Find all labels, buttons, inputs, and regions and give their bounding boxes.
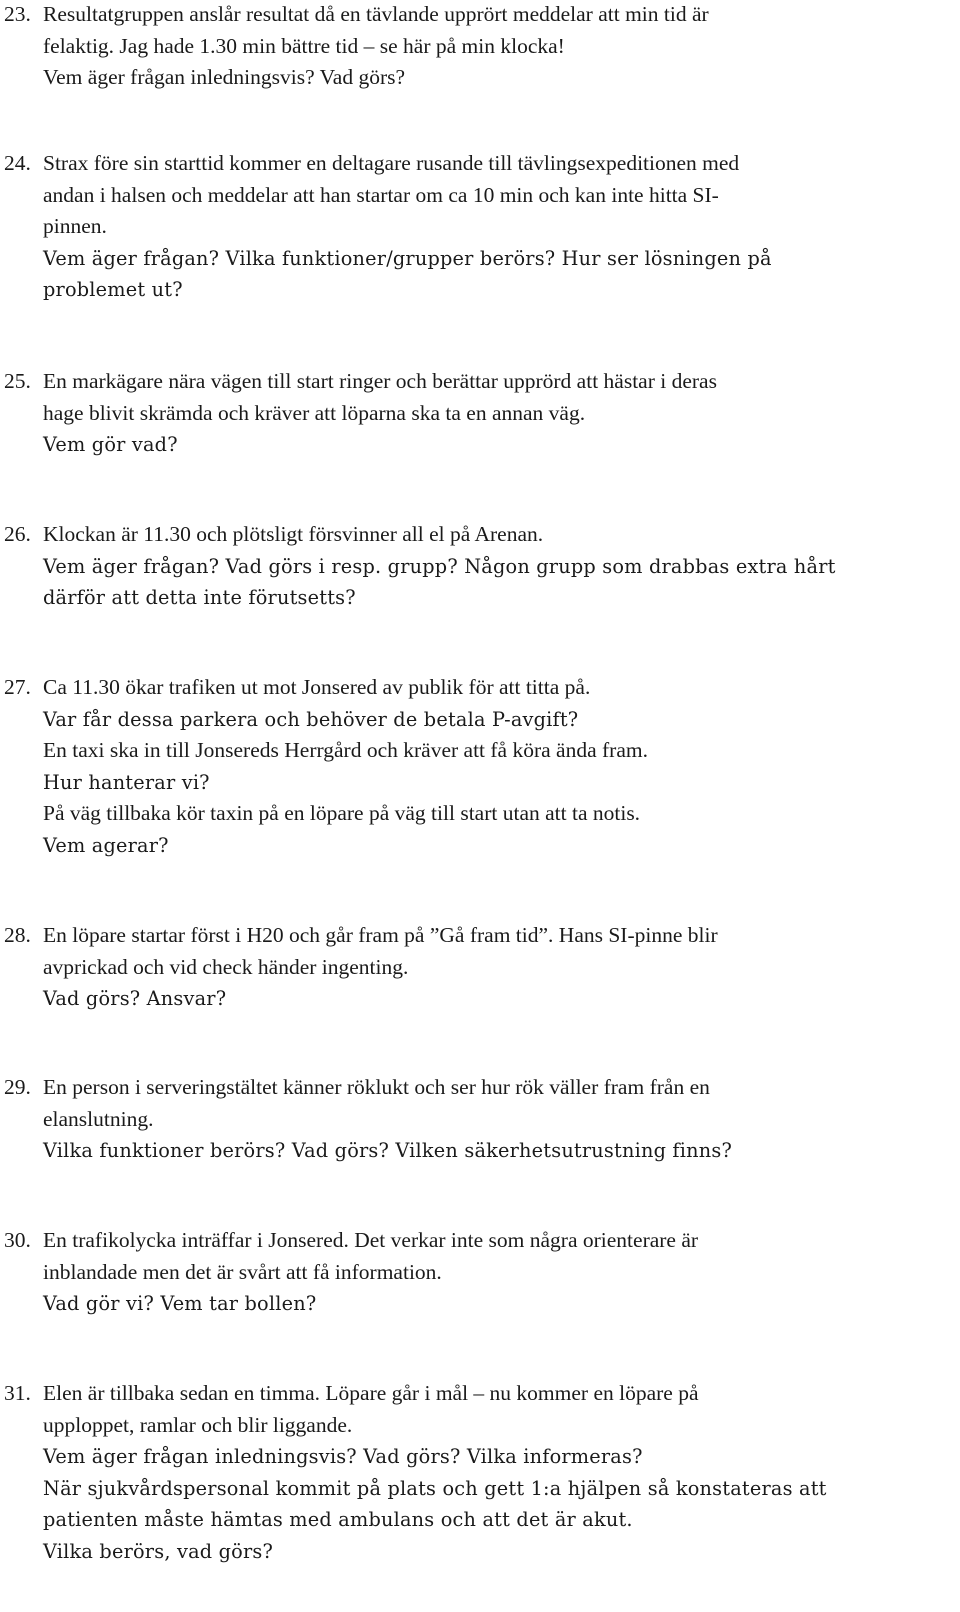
question-text: Elen är tillbaka sedan en timma. Löpare går i mål – nu kommer en löpare på bbox=[43, 1381, 699, 1405]
question-text: Ca 11.30 ökar trafiken ut mot Jonsered av publik för att titta på. bbox=[43, 675, 591, 699]
question-item-28 bbox=[0, 920, 940, 1015]
question-line bbox=[0, 704, 940, 736]
question-line bbox=[0, 1378, 940, 1410]
question-text: felaktig. Jag hade 1.30 min bättre tid – se här på min klocka! bbox=[43, 33, 565, 58]
question-line bbox=[0, 1504, 940, 1536]
question-item-30 bbox=[0, 1225, 940, 1320]
question-number: 27. bbox=[4, 675, 31, 699]
question-text: Vad gör vi? Vem tar bollen? bbox=[43, 1292, 317, 1316]
question-text: patienten måste hämtas med ambulans och att det är akut. bbox=[43, 1508, 633, 1532]
question-line bbox=[0, 366, 940, 398]
question-text: Hur hanterar vi? bbox=[43, 770, 210, 794]
question-number: 24. bbox=[4, 151, 31, 175]
question-text: Vilka funktioner berörs? Vad görs? Vilken säkerhetsutrustning finns? bbox=[43, 1139, 733, 1163]
question-line bbox=[0, 243, 940, 275]
question-text: hage blivit skrämda och kräver att löparna ska ta en annan väg. bbox=[43, 400, 586, 425]
question-text: Vem agerar? bbox=[43, 833, 169, 857]
question-text: upploppet, ramlar och blir liggande. bbox=[43, 1412, 353, 1437]
question-line bbox=[0, 274, 940, 306]
question-line bbox=[0, 551, 940, 583]
question-number: 31. bbox=[4, 1381, 31, 1405]
question-number: 28. bbox=[4, 923, 31, 947]
question-text: Vilka berörs, vad görs? bbox=[43, 1539, 274, 1563]
question-text: Resultatgruppen anslår resultat då en tävlande upprört meddelar att min tid är bbox=[43, 2, 709, 26]
question-text: En person i serveringstältet känner röklukt och ser hur rök väller fram från en bbox=[43, 1075, 710, 1099]
question-line bbox=[0, 1225, 940, 1257]
question-text: En markägare nära vägen till start ringer och berättar upprörd att hästar i deras bbox=[43, 369, 717, 393]
question-text: avprickad och vid check händer ingenting. bbox=[43, 954, 409, 979]
question-line bbox=[0, 148, 940, 180]
question-line bbox=[0, 1135, 940, 1167]
question-line bbox=[0, 798, 940, 830]
question-line bbox=[0, 1473, 940, 1505]
question-line bbox=[0, 830, 940, 862]
question-text: problemet ut? bbox=[43, 278, 183, 302]
question-text: pinnen. bbox=[43, 214, 107, 239]
question-line bbox=[0, 920, 940, 952]
question-line bbox=[0, 211, 940, 243]
question-line bbox=[0, 1288, 940, 1320]
question-line bbox=[0, 767, 940, 799]
question-text: Vad görs? Ansvar? bbox=[43, 987, 227, 1011]
question-text: Strax före sin starttid kommer en deltagare rusande till tävlingsexpeditionen med bbox=[43, 151, 740, 175]
question-item-27 bbox=[0, 672, 940, 862]
question-line bbox=[0, 1536, 940, 1568]
question-line bbox=[0, 398, 940, 430]
question-text: Vem äger frågan? Vilka funktioner/grupper berörs? Hur ser lösningen på bbox=[43, 246, 772, 270]
question-text: därför att detta inte förutsetts? bbox=[43, 586, 356, 610]
question-line bbox=[0, 1104, 940, 1136]
question-item-31 bbox=[0, 1378, 940, 1568]
question-text: Vem äger frågan? Vad görs i resp. grupp? Någon grupp som drabbas extra hårt bbox=[43, 554, 836, 578]
question-item-24 bbox=[0, 148, 940, 306]
question-line bbox=[0, 429, 940, 461]
question-line bbox=[0, 1072, 940, 1104]
question-text: Vem gör vad? bbox=[43, 433, 178, 457]
question-text: En taxi ska in till Jonsereds Herrgård och kräver att få köra ända fram. bbox=[43, 738, 648, 763]
question-line bbox=[0, 735, 940, 767]
question-line bbox=[0, 1410, 940, 1442]
question-text: När sjukvårdspersonal kommit på plats och gett 1:a hjälpen så konstateras att bbox=[43, 1476, 827, 1500]
question-number: 26. bbox=[4, 522, 31, 546]
question-line bbox=[0, 1441, 940, 1473]
question-text: En trafikolycka inträffar i Jonsered. Det verkar inte som några orienterare är bbox=[43, 1228, 699, 1252]
question-number: 30. bbox=[4, 1228, 31, 1252]
question-number: 23. bbox=[4, 2, 31, 26]
question-text: inblandade men det är svårt att få information. bbox=[43, 1259, 442, 1284]
question-number: 29. bbox=[4, 1075, 31, 1099]
question-line bbox=[0, 519, 940, 551]
question-text: Vem äger frågan inledningsvis? Vad görs? bbox=[43, 65, 406, 90]
question-line bbox=[0, 672, 940, 704]
question-item-26 bbox=[0, 519, 940, 614]
question-line bbox=[0, 582, 940, 614]
question-item-25 bbox=[0, 366, 940, 461]
question-text: Vem äger frågan inledningsvis? Vad görs? Vilka informeras? bbox=[43, 1445, 643, 1469]
question-text: En löpare startar först i H20 och går fram på ”Gå fram tid”. Hans SI-pinne blir bbox=[43, 923, 718, 947]
question-line bbox=[0, 62, 940, 94]
question-line bbox=[0, 180, 940, 212]
question-number: 25. bbox=[4, 369, 31, 393]
question-text: andan i halsen och meddelar att han startar om ca 10 min och kan inte hitta SI- bbox=[43, 182, 719, 207]
question-text: På väg tillbaka kör taxin på en löpare på väg till start utan att ta notis. bbox=[43, 801, 641, 826]
question-item-29 bbox=[0, 1072, 940, 1167]
question-text: Var får dessa parkera och behöver de betala P-avgift? bbox=[43, 707, 579, 731]
question-line bbox=[0, 1257, 940, 1289]
question-text: Klockan är 11.30 och plötsligt försvinner all el på Arenan. bbox=[43, 522, 544, 546]
question-item-23 bbox=[0, 0, 940, 94]
question-line bbox=[0, 952, 940, 984]
question-line bbox=[0, 0, 940, 31]
question-line bbox=[0, 983, 940, 1015]
question-line bbox=[0, 31, 940, 63]
question-text: elanslutning. bbox=[43, 1106, 154, 1131]
